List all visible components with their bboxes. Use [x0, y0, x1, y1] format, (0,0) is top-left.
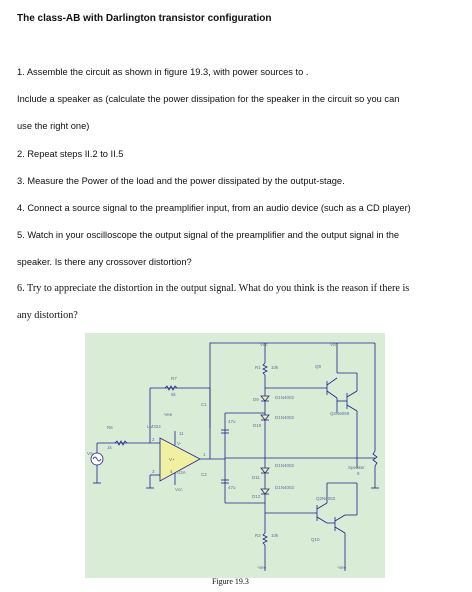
label-r1-value: 10k: [271, 365, 279, 370]
label-v-plus: V+: [169, 457, 175, 462]
step-1-note-text: use the right one): [17, 121, 90, 131]
label-r7: R7: [171, 376, 177, 381]
label-d9: D9: [253, 397, 259, 402]
step-5-continued-text: speaker. Is there any crossover distortion?: [17, 257, 192, 267]
label-r6: R6: [107, 425, 113, 430]
label-d10: D10: [253, 423, 262, 428]
step-1-continued-text: Include a speaker as (calculate the power dissipation for the speaker in the circuit so you can: [17, 94, 400, 104]
label-speaker: Speaker: [348, 465, 365, 470]
label-vee-opamp: -Vee: [163, 412, 173, 417]
label-vee-bottom: -Vee: [257, 565, 267, 570]
label-r1: R1: [255, 365, 261, 370]
label-d12-part: D1N4002: [275, 485, 295, 490]
label-c2: C2: [201, 472, 207, 477]
label-pin-11: 11: [179, 431, 184, 436]
circuit-figure: [85, 333, 385, 578]
label-q2n6059: Q2N6059: [330, 411, 350, 416]
step-6-text: 6. Try to appreciate the distortion in the output signal. What do you think is the reason if there is: [17, 283, 410, 294]
step-5-text: 5. Watch in your oscilloscope the output signal of the preamplifier and the output signal in the: [17, 230, 400, 240]
label-v-minus: V-: [177, 441, 182, 446]
label-vcc-top: Vcc: [260, 342, 268, 347]
label-pin-1: 1: [203, 452, 206, 457]
label-d12: D12: [252, 494, 261, 499]
label-r2-value: 10k: [271, 533, 279, 538]
label-pin-2: 2: [152, 437, 155, 442]
step-6-continued-text: any distortion?: [17, 310, 78, 321]
step-4-text: 4. Connect a source signal to the preamplifier input, from an audio device (such as a CD player): [17, 203, 411, 213]
page-title: The class-AB with Darlington transistor configuration: [17, 13, 272, 24]
label-u3a: U3A: [177, 470, 186, 475]
label-q10: Q10: [311, 537, 320, 542]
label-q9: Q9: [315, 364, 322, 369]
label-vs: VS: [87, 451, 94, 456]
label-q2n6052: Q2N6052: [316, 496, 336, 501]
label-d11-part: D1N4002: [275, 463, 295, 468]
label-d11: D11: [252, 475, 260, 480]
label-lm324: LM324: [147, 424, 161, 429]
label-c1: C1: [201, 402, 207, 407]
label-c2-value: 47u: [228, 485, 236, 490]
figure-caption: Figure 19.3: [212, 577, 249, 586]
label-pin-3: 3: [152, 469, 155, 474]
label-vee-right: -Vee: [337, 565, 347, 570]
label-c1-value: 47u: [228, 419, 236, 424]
label-vcc-opamp: Vcc: [175, 487, 183, 492]
step-3-text: 3. Measure the Power of the load and the power dissipated by the output-stage.: [17, 176, 345, 186]
label-pin-4: 4: [170, 469, 173, 474]
schematic-background: [85, 333, 385, 578]
label-r2: R2: [255, 533, 261, 538]
label-d9-part: D1N4002: [275, 395, 295, 400]
circuit-schematic: [85, 333, 385, 578]
label-speaker-value: 8: [357, 471, 360, 476]
label-vcc-right: Vcc: [330, 342, 338, 347]
label-r6-value: 1k: [107, 445, 112, 450]
step-2-text: 2. Repeat steps II.2 to II.5: [17, 149, 124, 159]
step-1-text: 1. Assemble the circuit as shown in figure 19.3, with power sources to .: [17, 67, 309, 77]
label-r7-value: 5k: [171, 392, 176, 397]
label-d10-part: D1N4002: [275, 415, 295, 420]
